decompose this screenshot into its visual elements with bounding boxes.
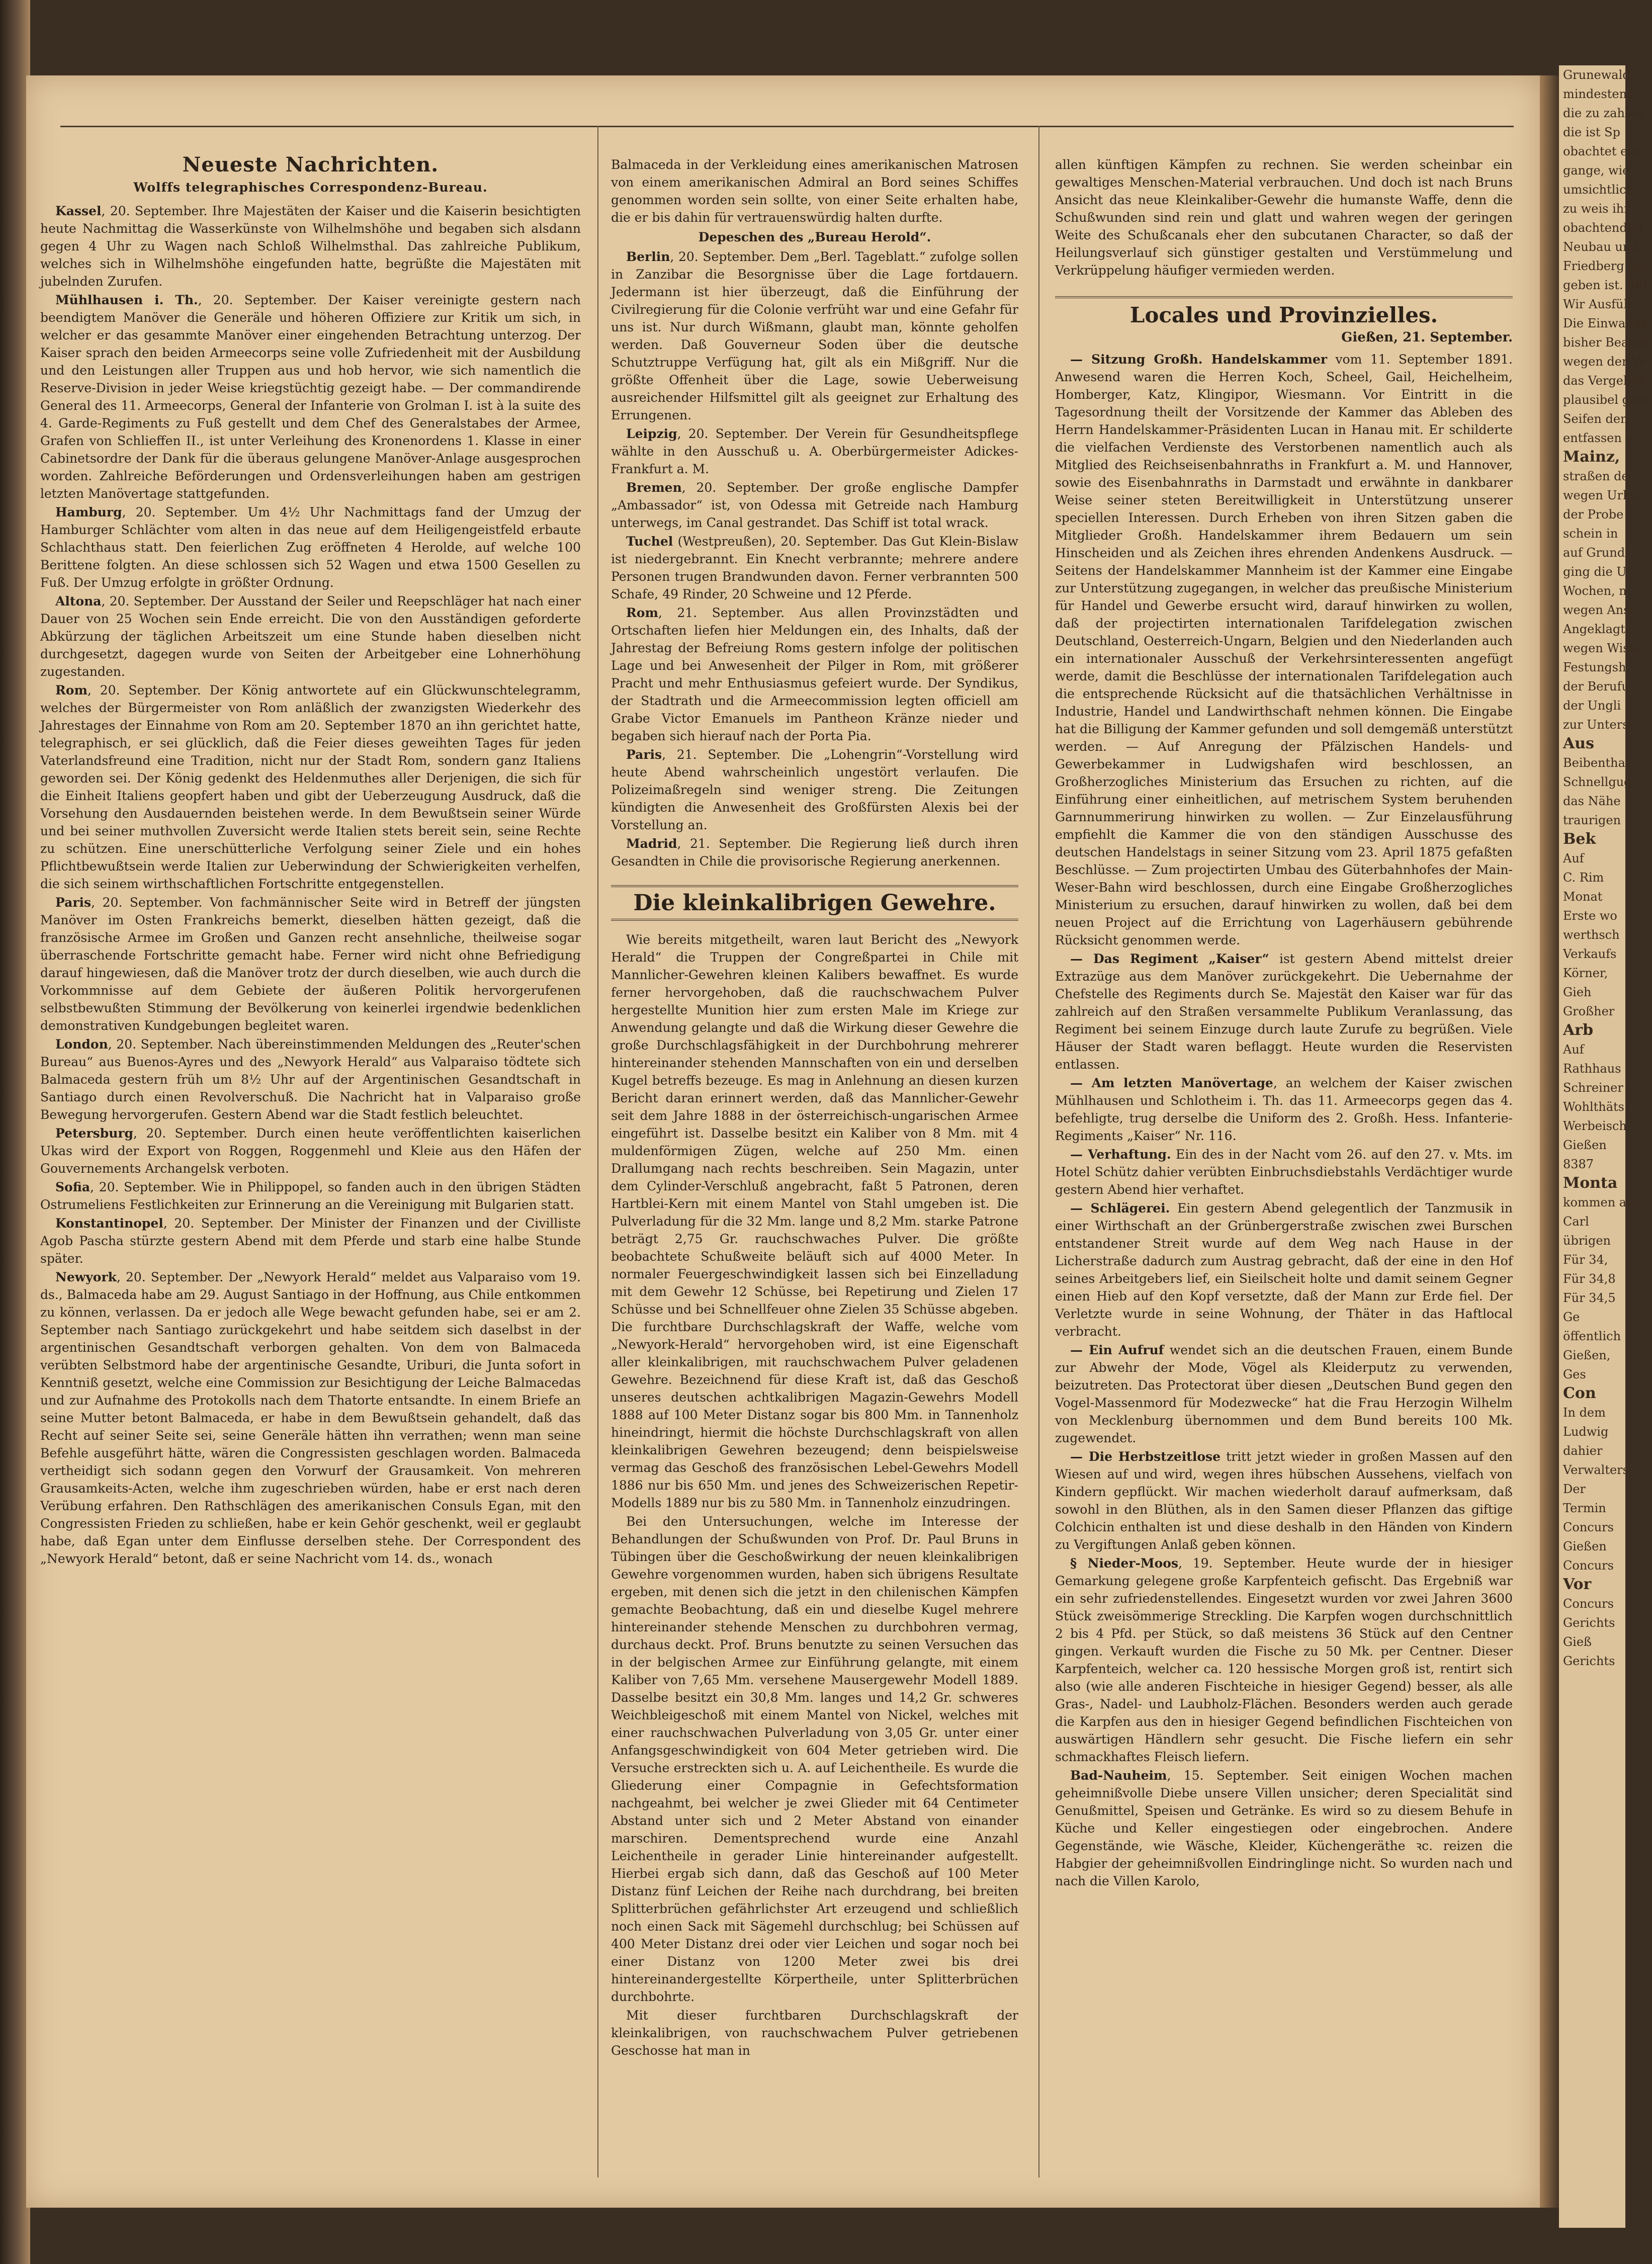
article-paragraph: Bei den Untersuchungen, welche im Interesse der Behandlungen der Schußwunden von Prof. Dr. Paul Bruns in Tübingen über die Geschoßwirkung der neuen kleinkalibrigen Gewehre vorgenommen wurden, haben sich übrigens Resultate ergeben, mit denen sich die jetzt in den chilenischen Kämpfen gemachte Beobachtung, daß ein und dieselbe Kugel mehrere hintereinander stehende Menschen zu durchbohren vermag, durchaus deckt. Prof. Bruns benutzte zu seinen Versuchen das in der belgischen Armee zur Einführung gelangte, mit einem Kaliber von 7,65 Mm. versehene Mausergewehr Modell 1889. Dasselbe besitzt ein 30,8 Mm. langes und 14,2 Gr. schweres Weichbleigeschoß mit einem Mantel von Nickel, welches mit einer rauchschwachen Pulverladung von 3,05 Gr. unter einer Anfangsgeschwindigkeit von 604 Meter getrieben wird. Die Versuche erstreckten sich u. A. auf Leichentheile. Es wurde die Gliederung einer Compagnie in Gefechtsformation nachgeahmt, bei welcher je zwei Glieder mit 64 Centimeter Abstand unter sich und 2 Meter Abstand von einander marschiren. Dementsprechend wurde eine Anzahl Leichentheile in gerader Linie hintereinander aufgestellt. Hierbei ergab sich dann, daß das Geschoß auf 100 Meter Distanz fünf Leichen der Reihe nach durchdrang, bei breiten Splitterbrüchen gefährlichster Art erzeugend und schließlich noch einen Sack mit Sägemehl durchschlug; bei Schüssen auf 400 Meter Distanz drei oder vier Leichen und sogar noch bei einer Distanz von 1200 Meter zwei bis drei hintereinandergestellte Körpertheile, unter Splitterbrüchen durchbohrte. (611, 1514, 1018, 2004)
adjacent-page-line: Neubau und (1563, 240, 1638, 254)
adjacent-page-line: Verwalters (1563, 1463, 1629, 1477)
adjacent-page-line: obachtet ein (1563, 144, 1639, 158)
news-item (40, 894, 581, 1034)
item-lead: Tuchel (626, 534, 673, 549)
adjacent-page-line: obachtenden (1563, 221, 1642, 235)
adjacent-page-line: zur Untersu (1563, 718, 1636, 732)
news-item (40, 592, 581, 680)
adjacent-page-line: Concurs (1563, 1520, 1614, 1534)
item-text: vom 11. September 1891. Anwesend waren die Herren Koch, Scheel, Gail, Heichelheim, Homberger, Katz, Klingipor, Wiesmann. Vor Eintritt in die Tagesordnung theilt der Vorsitzende der Kammer das Ableben des Herrn Handelskammer-Präsidenten Lucan in Hanau mit. Er schilderte die vielfachen Verdienste des Verstorbenen namentlich auch als Mitglied des Reichseisenbahnraths in Frankfurt a. M. und Hannover, sowie des Eisenbahnraths in Darmstadt und erwähnte in dankbarer Weise seiner steten Bereitwilligkeit in Unterstützung unserer speciellen Interessen. Durch Erheben von ihren Sitzen gaben die Mitglieder Großh. Handelskammer ihrem Bedauern um sein Hinscheiden und als Zeichen ihres ehrenden Andenkens Ausdruck. — Seitens der Handelskammer Mannheim ist der Kammer eine Eingabe zur Unterstützung zugegangen, in welcher das preußische Ministerium für Handel und Gewerbe ersucht wird, darauf hinwirken zu wollen, daß der projectirten internationalen Tarifdelegation zwischen Deutschland, Oesterreich-Ungarn, Belgien und den Niederlanden auch ein internationaler Ausschuß der Verkehrsinteressenten angefügt werde, damit die Beschlüsse der internationalen Tarifdelegation auch die entsprechende Rücksicht auf die thatsächlichen Verhältnisse in Industrie, Handel und Landwirthschaft nehmen können. Die Eingabe hat die Billigung der Kammer gefunden und soll demgemäß unterstützt werden. — Auf Anregung der Pfälzischen Handels- und Gewerbekammer in Ludwigshafen wird beschlossen, an Großherzogliches Ministerium das Ersuchen zu richten, auf die Einführung einer einheitlichen, auf metrischem System beruhenden Garnnummerirung hinwirken zu wollen. — Zur Einzelausführung empfiehlt die Kammer die von den ständigen Ausschusse des deutschen Handelstags in seiner Sitzung vom 23. April 1875 gefaßten Beschlüsse. — Zum projectirten Umbau des Güterbahnhofes der Main-Weser-Bahn wird beschlossen, durch eine Eingabe Großherzogliches Ministerium zu ersuchen, darauf hinwirken zu wollen, daß bei dem neuen Project auf die Errichtung von Lagerhäusern gebührende Rücksicht genommen werde. (1055, 352, 1513, 947)
news-item (40, 1035, 581, 1123)
adjacent-page-line: Grunewald, (1563, 68, 1634, 82)
adjacent-page-line: Verkaufs (1563, 947, 1617, 961)
adjacent-page-line: dahier (1563, 1444, 1603, 1458)
item-text: , 20. September. Um 4½ Uhr Nachmittags fand der Umzug der Hamburger Schlächter vom alten in das neue auf dem Heiligengeistfeld erbaute Schlachthaus statt. Den feierlichen Zug eröffneten 4 Herolde, auf welche 100 Berittene folgten. An diese schlossen sich 52 Wagen und etwa 1500 Gesellen zu Fuß. Der Umzug erfolgte in größter Ordnung. (40, 505, 581, 590)
adjacent-page-line: Gieh (1563, 985, 1592, 999)
item-lead: § Nieder-Moos (1070, 1556, 1178, 1571)
item-text: , 21. September. Die Regierung ließ durch ihren Gesandten in Chile die provisorische Regierung anerkennen. (611, 836, 1018, 868)
news-items (40, 202, 581, 1568)
news-item (40, 503, 581, 591)
continuation-paragraph: allen künftigen Kämpfen zu rechnen. Sie werden scheinbar ein gewaltiges Menschen-Material verbrauchen. Und doch ist nach Bruns Ansicht das neue Kleinkaliber-Gewehr die humanste Waffe, denn die Schußwunden sind rein und glatt und wahren wegen der geringen Weite des Schußcanals eher den subcutanen Character, so daß der Heilungsverlauf sich günstiger gestalten und Verstümmelung und Verkrüppelung häufiger vermieden werden. (1055, 157, 1513, 278)
news-item (40, 681, 581, 893)
adjacent-page-line: wegen Wisse (1563, 641, 1643, 655)
adjacent-page-line: Con (1563, 1384, 1596, 1402)
item-text: , an welchem der Kaiser zwischen Mühlhausen und Schlotheim i. Th. das 11. Armeecorps gegen das 4. befehligte, trug derselbe die Uniform des 2. Großh. Hess. Infanterie-Regiments „Kaiser“ Nr. 116. (1055, 1076, 1513, 1143)
dateline: Gießen, 21. September. (1341, 330, 1513, 345)
item-lead: Newyork (55, 1270, 117, 1284)
item-lead: Konstantinopel (55, 1216, 163, 1231)
adjacent-page-line: Vor (1563, 1576, 1592, 1593)
adjacent-page-line: Monta (1563, 1174, 1618, 1192)
adjacent-page-line: Seifen den (1563, 412, 1628, 426)
news-item (40, 1268, 581, 1568)
adjacent-page-line: Mainz, (1563, 448, 1620, 466)
herold-items (611, 248, 1018, 870)
adjacent-page-line: traurigen (1563, 813, 1621, 827)
item-text: Ein des in der Nacht vom 26. auf den 27. v. Mts. im Hotel Schütz dahier verübten Einbruchsdiebstahls Verdächtiger wurde gestern Abend hier verhaftet. (1055, 1147, 1513, 1197)
page-gutter (1540, 75, 1560, 2208)
adjacent-page-line: wegen Urku (1563, 488, 1638, 502)
adjacent-page-line: Rathhaus (1563, 1062, 1621, 1076)
item-lead: Berlin (626, 249, 670, 264)
item-text: , 20. September. Nach übereinstimmenden Meldungen des „Reuter'schen Bureau“ aus Buenos-Ayres und des „Newyork Herald“ aus Valparaiso tödtete sich Balmaceda gestern früh um 8½ Uhr auf der Argentinischen Gesandtschaft in Santiago durch einen Revolverschuß. Die Nachricht hat in Valparaiso große Bewegung hervorgerufen. Gestern Abend war die Stadt festlich beleuchtet. (40, 1037, 581, 1122)
adjacent-page-line: kommen auf (1563, 1195, 1639, 1209)
item-text: , 20. September. Der große englische Dampfer „Ambassador“ ist, von Odessa mit Getreide nach Hamburg unterwegs, im Canal gestrandet. Das Schiff ist total wrack. (611, 480, 1018, 530)
item-lead: Paris (55, 895, 92, 910)
adjacent-page-line: der Probe (1563, 507, 1624, 521)
adjacent-page-line: Arb (1563, 1021, 1594, 1039)
adjacent-page-line: Körner, (1563, 966, 1608, 980)
adjacent-page-line: Ge (1563, 1310, 1580, 1324)
adjacent-page-line: der Ungli (1563, 699, 1621, 713)
item-text: , 20. September. Dem „Berl. Tageblatt.“ zufolge sollen in Zanzibar die Besorgnisse über die Lage fortdauern. Jedermann ist hier überzeugt, daß die Einführung der Civilregierung für die Colonie verfrüht war und eine Gefahr für uns ist. Nur durch Wißmann, glaubt man, könnte geholfen werden. Daß Gouverneur Soden über die deutsche Schutztruppe Verfügung hat, gilt als ein Mißgriff. Nur die größte Offenheit über die Lage, sowie Ueberweisung ausreichender Hilfsmittel gilt als geeignet zur Erhaltung des Errungenen. (611, 249, 1018, 422)
column-locales (1055, 85, 1513, 1891)
adjacent-page-line: Gerichts (1563, 1616, 1615, 1630)
adjacent-page-line: Ges (1563, 1367, 1586, 1381)
item-text: , 19. September. Heute wurde der in hiesiger Gemarkung gelegene große Karpfenteich gefischt. Das Ergebniß war ein sehr zufriedenstellendes. Eingesetzt wurden vor zwei Jahren 3600 Stück zweisömmerige Streckling. Die Karpfen wogen durchschnittlich 2 bis 4 Pfd. per Stück, so daß meistens 36 Stück auf den Centner gingen. Verkauft wurden die Fische zu 50 Mk. per Centner. Dieser Karpfenteich, welcher ca. 120 hessische Morgen groß ist, rentirt sich also (wie alle anderen Fischteiche in hiesiger Gegend) besser, als alle Gras-, Nadel- und Laubholz-Flächen. Besonders werden auch gerade die Karpfen aus den in hiesiger Gegend befindlichen Fischteichen von auswärtigen Händlern sehr gesucht. Die Fische liefern ein sehr schmackhaftes Fleisch liefern. (1055, 1556, 1513, 1764)
item-text: , 21. September. Die „Lohengrin“-Vorstellung wird heute Abend wahrscheinlich ungestört verlaufen. Die Polizeimaßregeln sind weniger streng. Die Zeitungen kündigten die Anwesenheit des Großfürsten Alexis bei der Vorstellung an. (611, 747, 1018, 832)
item-lead: — Verhaftung. (1070, 1147, 1171, 1162)
article-body (611, 931, 1018, 2059)
adjacent-page-line: das Nähe (1563, 794, 1621, 808)
item-text: , 20. September. Durch einen heute veröffentlichten kaiserlichen Ukas wird der Export von Roggen, Roggenmehl und Kleie aus den Häfen der Gouvernements Archangelsk verboten. (40, 1126, 581, 1176)
adjacent-page-line: Für 34, (1563, 1253, 1608, 1267)
adjacent-page-line: Gieß (1563, 1635, 1592, 1649)
item-lead: — Die Herbstzeitlose (1070, 1449, 1221, 1464)
adjacent-page-line: Festungsh (1563, 660, 1626, 674)
item-text: , 20. September. Der Minister der Finanzen und der Civilliste Agob Pascha stürzte gestern Abend mit dem Pferde und starb eine halbe Stunde später. (40, 1216, 581, 1266)
adjacent-page-line: 8387 (1563, 1157, 1594, 1171)
adjacent-page-line: wegen der Ve (1563, 355, 1646, 369)
adjacent-page-line: Wochen, n (1563, 584, 1627, 598)
wolff-bureau-heading: Wolffs telegraphisches Correspondenz-Bureau. (133, 180, 488, 195)
adjacent-page-line: Die Einwands (1563, 316, 1647, 330)
news-item (611, 479, 1018, 532)
adjacent-page-line: werthsch (1563, 928, 1620, 942)
adjacent-page-line: umsichtlich (1563, 183, 1634, 197)
news-item (40, 202, 581, 290)
adjacent-page-line: Bek (1563, 830, 1596, 848)
item-lead: Sofia (55, 1180, 91, 1194)
item-lead: Altona (55, 594, 102, 608)
news-item (1055, 1341, 1513, 1447)
item-text: (Westpreußen), 20. September. Das Gut Klein-Bislaw ist niedergebrannt. Ein Knecht verbrannte; mehrere andere Personen trugen Brandwunden davon. Ferner verbrannten 500 Schafe, 49 Rinder, 20 Schweine und 12 Pferde. (611, 534, 1018, 601)
news-item (1055, 1767, 1513, 1890)
adjacent-page-line: Der (1563, 1482, 1586, 1496)
adjacent-page-line: Angeklagt (1563, 622, 1625, 636)
adjacent-page-line: Gießen (1563, 1539, 1607, 1553)
adjacent-page-line: bisher Beamte (1563, 335, 1652, 350)
news-item (611, 746, 1018, 834)
section-heading: Neueste Nachrichten. (182, 153, 439, 177)
item-text: ist gestern Abend mittelst dreier Extrazüge aus dem Manöver zurückgekehrt. Die Uebernahme der Chefstelle des Regiments durch Se. Majestät den Kaiser war für das zahlreich auf den Straßen versammelte Publikum Veranlassung, das Regiment bei seinem Einzuge durch laute Zurufe zu begrüßen. Viele Häuser der Stadt waren beflaggt. Heute wurden die Reservisten entlassen. (1055, 951, 1513, 1072)
adjacent-page-fragment (1559, 65, 1652, 2228)
item-lead: — Das Regiment „Kaiser“ (1070, 951, 1269, 966)
adjacent-page-line: Auf (1563, 1042, 1584, 1057)
item-text: , 20. September. Der Verein für Gesundheitspflege wählte in den Ausschuß u. A. Oberbürgermeister Adickes-Frankfurt a. M. (611, 426, 1018, 476)
locales-heading: Locales und Provinzielles. (1055, 296, 1513, 324)
item-text: , 20. September. Der Ausstand der Seiler und Reepschläger hat nach einer Dauer von 25 Wochen sein Ende erreicht. Die von den Ausständigen geforderte Abkürzung der täglichen Arbeitszeit um eine Stunde haben dieselben nicht durchgesetzt, dagegen wurde von Seiten der Arbeitgeber eine Lohnerhöhung zugestanden. (40, 594, 581, 679)
news-item (611, 425, 1018, 478)
adjacent-page-line: In dem (1563, 1406, 1606, 1420)
news-item (1055, 351, 1513, 949)
adjacent-page-line: Wohlthäts (1563, 1100, 1624, 1114)
news-item (1055, 1074, 1513, 1145)
item-text: , 20. September. Der Kaiser vereinigte gestern nach beendigtem Manöver die Generäle und höheren Offiziere zur Kritik um sich, in welcher er das gesammte Manöver einer eingehenden Betrachtung unterzog. Der Kaiser sprach den beiden Armeecorps seine volle Zufriedenheit mit der Ausbildung und den Leistungen aller Truppen aus und hob hervor, wie sich namentlich die Reserve-Division in jeder Weise kriegstüchtig gezeigt habe. — Der commandirende General des 11. Armeecorps, General der Infanterie von Grolman I. ist à la suite des 4. Garde-Regiments zu Fuß gestellt und dem Chef des Generalstabes der Armee, Grafen von Schlieffen II., ist unter Verleihung des Kronenordens 1. Klasse in einer Cabinetsordre der Dank für die überaus gelungene Manöver-Anlage ausgesprochen worden. Zahlreiche Beförderungen und Ordensverleihungen haben am gestrigen letzten Manövertage stattgefunden. (40, 293, 581, 501)
news-item (40, 291, 581, 502)
item-lead: Madrid (626, 836, 677, 851)
adjacent-page-line: Aus (1563, 735, 1594, 752)
item-text: , 15. September. Seit einigen Wochen machen geheimnißvolle Diebe unsere Villen unsicher; deren Specialität sind Genußmittel, Speisen und Getränke. Es wird so zu diesem Behufe in Küche und Keller eingestiegen oder eingebrochen. Andere Gegenstände, wie Wäsche, Kleider, Küchengeräthe ꝛc. reizen die Habgier der geheimnißvollen Eindringlinge nicht. So wurden nach und nach die Villen Karolo, (1055, 1768, 1513, 1888)
item-lead: — Am letzten Manövertage (1070, 1076, 1273, 1090)
item-lead: Leipzig (626, 426, 677, 441)
article-paragraph: Mit dieser furchtbaren Durchschlagskraft der kleinkalibrigen, von rauchschwachem Pulver getriebenen Geschosse hat man in (611, 2008, 1018, 2058)
adjacent-page-line: Schnellgug (1563, 775, 1632, 789)
adjacent-page-line: plausibel gele (1563, 393, 1648, 407)
item-lead: Paris (626, 747, 662, 762)
item-text: wendet sich an die deutschen Frauen, einem Bunde zur Abwehr der Mode, Vögel als Kleiderputz zu verwenden, beizutreten. Das Protectorat über diesen „Deutschen Bund gegen den Vogel-Massenmord für Modezwecke“ hat die Frau Herzogin Wilhelm von Mecklenburg übernommen und dem Bund bereits 100 Mk. zugewendet. (1055, 1343, 1513, 1445)
item-text: , 20. September. Der König antwortete auf ein Glückwunschtelegramm, welches der Bürgermeister von Rom anläßlich der zwanzigsten Wiederkehr des Jahrestages der Einnahme von Rom am 20. September 1870 an ihn gerichtet hatte, telegraphisch, er sei glücklich, daß die Feier dieses geweihten Tages für jeden Vaterlandsfreund eine Tradition, nicht nur der Stadt Rom, sondern ganz Italiens geworden sei. Der König gedenkt des Heldenmuthes aller Derjenigen, die sich für die Einheit Italiens geopfert haben und gibt der Ueberzeugung Ausdruck, daß die Vorsehung den Ausdauernden beistehen werde. In dem Bewußtsein seiner Würde und bei seiner muthvollen Zuversicht werde Italien stets bereit sein, seine Rechte zu schützen. Eine unerschütterliche Verfolgung seiner Ziele und ein hohes Pflichtbewußtsein werde Italien zur Ueberwindung der Schwierigkeiten verhelfen, die sich seinem wirthschaftlichen Fortschritte entgegenstellen. (40, 683, 581, 891)
local-items (1055, 351, 1513, 1890)
adjacent-page-line: Großher (1563, 1004, 1615, 1018)
item-lead: Rom (55, 683, 88, 698)
adjacent-page-line: schein in (1563, 527, 1618, 541)
item-lead: Mühlhausen i. Th. (55, 293, 198, 307)
adjacent-page-line: Monat (1563, 890, 1603, 904)
adjacent-page-line: auf Grund (1563, 546, 1625, 560)
adjacent-page-line: die ist Sp (1563, 125, 1620, 139)
item-lead: Petersburg (55, 1126, 134, 1141)
adjacent-page-line: Beibenthal (1563, 756, 1629, 770)
news-item (1055, 1448, 1513, 1553)
article-title: Die kleinkalibrigen Gewehre. (611, 885, 1018, 921)
news-item (611, 533, 1018, 603)
item-lead: — Ein Aufruf (1070, 1343, 1164, 1357)
item-lead: Bad-Nauheim (1070, 1768, 1167, 1783)
adjacent-page-line: Für 34,5 (1563, 1291, 1616, 1305)
item-lead: Bremen (626, 480, 682, 495)
adjacent-page-line: Carl (1563, 1214, 1589, 1229)
book-binding-edge (0, 0, 30, 2264)
adjacent-page-line: mindestens d (1563, 87, 1645, 101)
adjacent-page-line: Schreiner (1563, 1081, 1623, 1095)
adjacent-page-line: öffentlich (1563, 1329, 1621, 1343)
news-item (611, 835, 1018, 870)
item-text: tritt jetzt wieder in großen Massen auf den Wiesen auf und wird, wegen ihres hübschen Aussehens, vielfach von Kindern gepflückt. Wir machen wiederholt darauf aufmerksam, daß sowohl in den Blüthen, als in den Samen dieser Pflanzen das giftige Colchicin enthalten ist und diese deshalb in den Händen von Kindern zu Vergiftungen Anlaß geben können. (1055, 1449, 1513, 1552)
adjacent-page-line: Friedberg gel (1563, 259, 1647, 273)
news-item (611, 604, 1018, 745)
column-neueste-nachrichten (40, 85, 581, 1569)
adjacent-page-line: der Berufu (1563, 679, 1629, 693)
news-item (40, 1124, 581, 1177)
adjacent-page-line: straßen de (1563, 469, 1629, 483)
item-lead: Rom (626, 605, 658, 620)
news-item (40, 1214, 581, 1267)
adjacent-page-line: Wir Ausfüh (1563, 297, 1631, 311)
item-text: Ein gestern Abend gelegentlich der Tanzmusik in einer Wirthschaft an der Grünbergerstraße zwischen zwei Burschen entstandener Streit wurde auf dem Weg nach Hause in der Licherstraße dadurch zum Austrag gebracht, daß der eine in den Hof seines Arbeitgebers lief, ein Sieilscheit holte und damit seinem Gegner einen Hieb auf den Kopf versetzte, daß der Mann zur Erde fiel. Der Verletzte wurde in seine Wohnung, der Thäter in das Haftlocal verbracht. (1055, 1201, 1513, 1339)
adjacent-page-line: Gießen (1563, 1138, 1607, 1152)
adjacent-page-line: entfassen w (1563, 431, 1636, 445)
adjacent-page-line: die zu zahlen (1563, 106, 1644, 120)
column-divider-2 (1038, 126, 1039, 2178)
adjacent-page-line: Werbeisch (1563, 1119, 1627, 1133)
news-item (1055, 1554, 1513, 1766)
column-divider-1 (597, 126, 598, 2178)
adjacent-page-line: geben ist. Auf (1563, 278, 1648, 292)
adjacent-page-line: Concurs (1563, 1597, 1614, 1611)
adjacent-page-line: ging die U (1563, 565, 1627, 579)
adjacent-page-line: Erste wo (1563, 909, 1617, 923)
adjacent-page-line: Gießen, (1563, 1348, 1611, 1362)
item-lead: Hamburg (55, 505, 122, 519)
adjacent-page-line: Gerichts (1563, 1654, 1615, 1668)
column-depeschen-gewehre (611, 85, 1018, 2060)
item-lead: — Sitzung Großh. Handelskammer (1070, 352, 1328, 367)
adjacent-page-line: Concurs (1563, 1558, 1614, 1573)
adjacent-page-line: Für 34,8 (1563, 1272, 1616, 1286)
item-lead: London (55, 1037, 108, 1052)
adjacent-page-line: wegen Ansi (1563, 603, 1634, 617)
news-item (611, 248, 1018, 424)
news-item (1055, 1146, 1513, 1198)
item-lead: — Schlägerei. (1070, 1201, 1170, 1215)
adjacent-page-line: Auf (1563, 851, 1584, 865)
adjacent-page-line: Termin (1563, 1501, 1606, 1515)
item-text: , 20. September. Der „Newyork Herald“ meldet aus Valparaiso vom 19. ds., Balmaceda habe am 29. August Santiago in der Hoffnung, aus Chile entkommen zu können, verlassen. Da er jedoch alle Wege bewacht gefunden habe, sei er am 2. September nach Santiago zurückgekehrt und habe seitdem sich daselbst in der argentinischen Gesandtschaft verborgen gehalten. Von dem von Balmaceda verübten Selbstmord habe der argentinische Gesandte, Uriburi, die Junta sofort in Kenntniß gesetzt, welche eine Commission zur Besichtigung der Leiche Balmacedas und zur Aufnahme des Protokolls nach dem Thatorte entsandte. In einem Briefe an seine Mutter betont Balmaceda, er habe in dem Bewußtsein gehandelt, daß das Recht auf seiner Seite sei, seine Generäle hätten ihn verrathen; wenn man seine Befehle ausgeführt hätte, wären die Congressisten geschlagen worden. Balmaceda vertheidigt sich sodann gegen den Vorwurf der Grausamkeit. Von mehreren Grausamkeits-Acten, welche ihm zugeschrieben würden, habe er erst nach deren Verübung erfahren. Den Rathschlägen des amerikanischen Consuls Egan, mit den Congressisten Frieden zu schließen, habe er kein Gehör geschenkt, weil er geglaubt habe, daß Egan unter dem Einflusse derselben stehe. Der Correspondent des „Newyork Herald“ betont, daß er seine Nachricht vom 14. ds., wonach (40, 1270, 581, 1566)
news-item (40, 1178, 581, 1213)
news-item (1055, 950, 1513, 1073)
item-text: , 20. September. Von fachmännischer Seite wird in Betreff der jüngsten Manöver im Osten Frankreichs bemerkt, dieselben hätten gezeigt, daß die französische Armee im Großen und Ganzen recht ansehnliche, theilweise sogar überraschende Fortschritte gemacht habe. Ferner wird nicht ohne Befriedigung darauf hingewiesen, daß die Manöver trotz der durch dieselben, wie auch durch die Vorkommnisse auf dem Gebiete der äußeren Politik hervorgerufenen selbstbewußten Stimmung der Bevölkerung von keinerlei irgendwie bedenklichen demonstrativen Kundgebungen begleitet waren. (40, 895, 581, 1033)
item-text: , 21. September. Aus allen Provinzstädten und Ortschaften liefen hier Meldungen ein, des Inhalts, daß der Jahrestag der Befreiung Roms gestern infolge der politischen Lage und bei Anwesenheit der Pilger in Rom, mit größerer Pracht und mehr Enthusiasmus gefeiert wurde. Der Syndikus, der Stadtrath und die Armeecommission legten officiell am Grabe Victor Emanuels im Pantheon Kränze nieder und begaben sich hierauf nach der Porta Pia. (611, 605, 1018, 743)
adjacent-page-line: das Vergeben (1563, 374, 1646, 388)
item-text: , 20. September. Ihre Majestäten der Kaiser und die Kaiserin besichtigten heute Nachmittag die Wasserkünste von Wilhelmshöhe und begaben sich alsdann gegen 4 Uhr zu Wagen nach Schloß Wilhelmsthal. Das zahlreiche Publikum, welches sich in Wilhelmshöhe eingefunden hatte, begrüßte die Majestäten mit jubelnden Zurufen. (40, 204, 581, 289)
article-paragraph: Wie bereits mitgetheilt, waren laut Bericht des „Newyork Herald“ die Truppen der Congreßpartei in Chile mit Mannlicher-Gewehren kleinen Kalibers bewaffnet. Es wurde ferner hervorgehoben, daß die rauchschwachem Pulver hergestellte Munition hier zum ersten Male im Kriege zur Anwendung gelangte und daß die Wirkung dieser Gewehre die große Durchschlagsfähigkeit in der Durchbohrung mehrerer hintereinander stehenden Mannschaften von ein und derselben Kugel betreffs bezeuge. Es mag in Anlehnung an diesen kurzen Bericht daran erinnert werden, daß das Mannlicher-Gewehr seit dem Jahre 1888 in der österreichisch-ungarischen Armee eingeführt ist. Dasselbe besitzt ein Kaliber von 8 Mm. mit 4 muldenförmigen Zügen, welche auf 250 Mm. einen Drallumgang nach rechts beschreiben. Sein Magazin, unter dem Cylinder-Verschluß angebracht, faßt 5 Patronen, deren Hartblei-Kern mit einem Mantel von Stahl umgeben ist. Die Pulverladung für die 32 Mm. lange und 8,2 Mm. starke Patrone beträgt 2,75 Gr. rauchschwaches Pulver. Die größte beobachtete Schußweite beläuft sich auf 4000 Meter. In normaler Feuergeschwindigkeit lassen sich bei Einzelladung mit dem Gewehr 12 Schüsse, bei Repetirung und Zielen 17 Schüsse und bei Schnellfeuer ohne Zielen 35 Schüsse abgeben. Die furchtbare Durchschlagskraft der Waffe, welche vom „Newyork-Herald“ hervorgehoben wird, ist eine Eigenschaft aller kleinkalibrigen, mit rauchschwachem Pulver geladenen Gewehre. Bezeichnend für diese Kraft ist, daß das Geschoß unseres deutschen achtkalibrigen Magazin-Gewehrs Modell 1888 auf 100 Meter Distanz sogar bis 800 Mm. in Tannenholz hineindringt, hiermit die höchste Durchschlagskraft von allen kleinkalibrigen Gewehren bezeugend; denn beispielsweise vermag das Geschoß des französischen Lebel-Gewehrs Modell 1886 nur bis 650 Mm. und jenes des Schweizerischen Repetir-Modells 1889 nur bis zu 580 Mm. in Tannenholz einzudringen. (611, 932, 1018, 1510)
herold-heading: Depeschen des „Bureau Herold“. (698, 230, 931, 244)
adjacent-page-line: zu weis ihr (1563, 202, 1630, 216)
adjacent-page-line: Ludwig (1563, 1425, 1609, 1439)
adjacent-page-line: übrigen (1563, 1234, 1611, 1248)
continuation-paragraph: Balmaceda in der Verkleidung eines amerikanischen Matrosen von einem amerikanischen Admiral an Bord seines Schiffes genommen worden sein sollte, von einer Seite erhalten habe, die er bis dahin für vertrauenswürdig halten durfte. (611, 157, 1018, 225)
adjacent-page-line: C. Rim (1563, 870, 1604, 885)
news-item (1055, 1199, 1513, 1340)
item-lead: Kassel (55, 204, 102, 218)
item-text: , 20. September. Wie in Philippopel, so fanden auch in den übrigen Städten Ostrumeliens Festlichkeiten zur Erinnerung an die Vereinigung mit Bulgarien statt. (40, 1180, 581, 1212)
adjacent-page-line: gange, wie (1563, 163, 1630, 178)
